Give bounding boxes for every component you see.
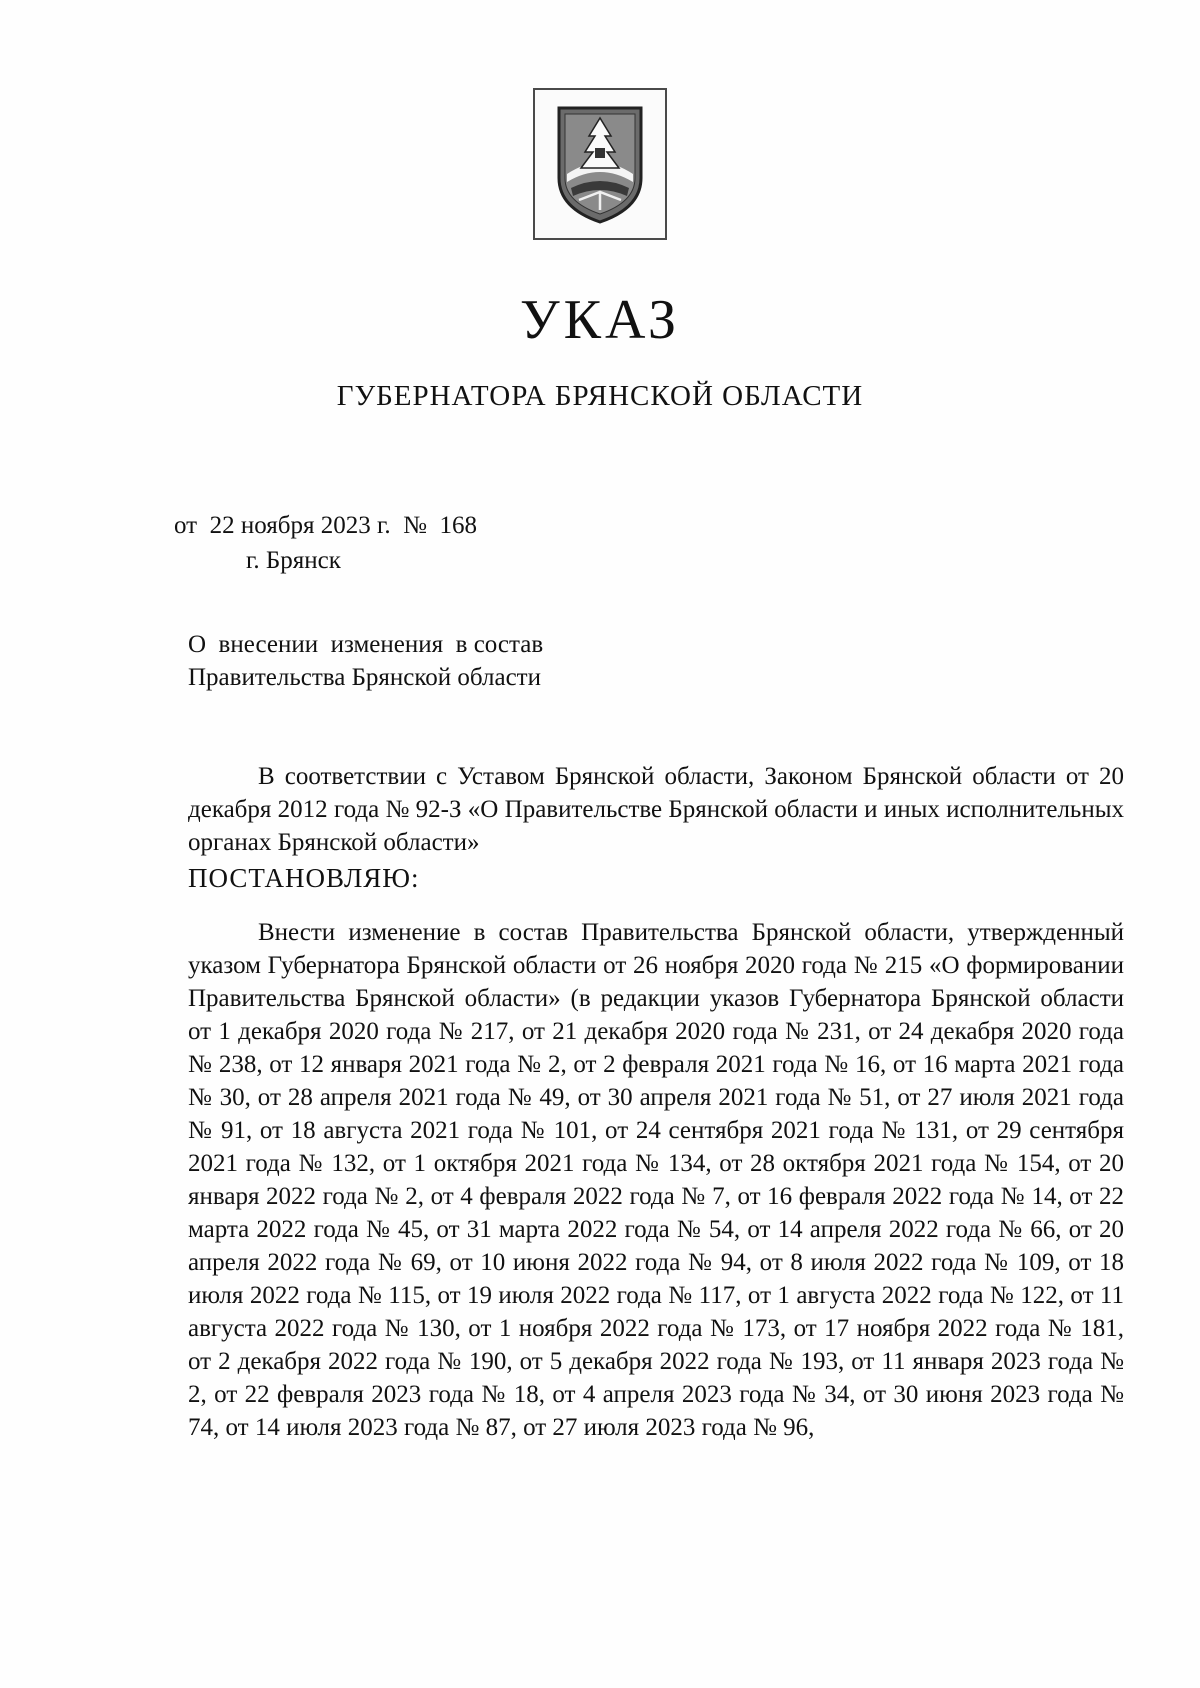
document-subtitle: ГУБЕРНАТОРА БРЯНСКОЙ ОБЛАСТИ	[336, 380, 864, 412]
decree-date-number: от 22 ноября 2023 г. № 168	[174, 512, 478, 539]
coat-of-arms-icon	[533, 88, 667, 240]
preamble-paragraph	[188, 760, 1124, 859]
operative-paragraph: Внести изменение в состав Правительства Брянской области, утвержденный указом Губернатора Брянской области от 26 ноября 2020 года № 215 «О формировании Правительства Брянской области» (в редакции указов Губернатора Брянской области от 1 декабря 2020 года № 217, от 21 декабря 2020 года № 231, от 24 декабря 2020 года № 238, от 12 января 2021 года № 2, от 2 февраля 2021 года № 16, от 16 марта 2021 года № 30, от 28 апреля 2021 года № 49, от 30 апреля 2021 года № 51, от 27 июля 2021 года № 91, от 18 августа 2021 года № 101, от 24 сентября 2021 года № 131, от 29 сентября 2021 года № 132, от 1 октября 2021 года № 134, от 28 октября 2021 года № 154, от 20 января 2022 года № 2, от 4 февраля 2022 года № 7, от 16 февраля 2022 года № 14, от 22 марта 2022 года № 45, от 31 марта 2022 года № 54, от 14 апреля 2022 года № 66, от 20 апреля 2022 года № 69, от 10 июня 2022 года № 94, от 8 июля 2022 года № 109, от 18 июля 2022 года № 115, от 19 июля 2022 года № 117, от 1 августа 2022 года № 122, от 11 августа 2022 года № 130, от 1 ноября 2022 года № 173, от 17 ноября 2022 года № 181, от 2 декабря 2022 года № 190, от 5 декабря 2022 года № 193, от 11 января 2023 года № 2, от 22 февраля 2023 года № 18, от 4 апреля 2023 года № 34, от 30 июня 2023 года № 74, от 14 июля 2023 года № 87, от 27 июля 2023 года № 96,	[188, 919, 1124, 1441]
preamble-text: В соответствии с Уставом Брянской области, Законом Брянской области от 20 декабря 2012 года № 92-З «О Правительстве Брянской области и иных исполнительных органах Брянской области»	[188, 763, 1124, 856]
decree-subject	[188, 628, 543, 694]
subject-line: Правительства Брянской области	[188, 664, 541, 691]
decree-city: г. Брянск	[246, 547, 341, 574]
subject-line: О внесении изменения в состав	[188, 631, 544, 658]
document-title: УКАЗ	[519, 289, 681, 351]
resolve-heading: ПОСТАНОВЛЯЮ:	[188, 863, 420, 893]
